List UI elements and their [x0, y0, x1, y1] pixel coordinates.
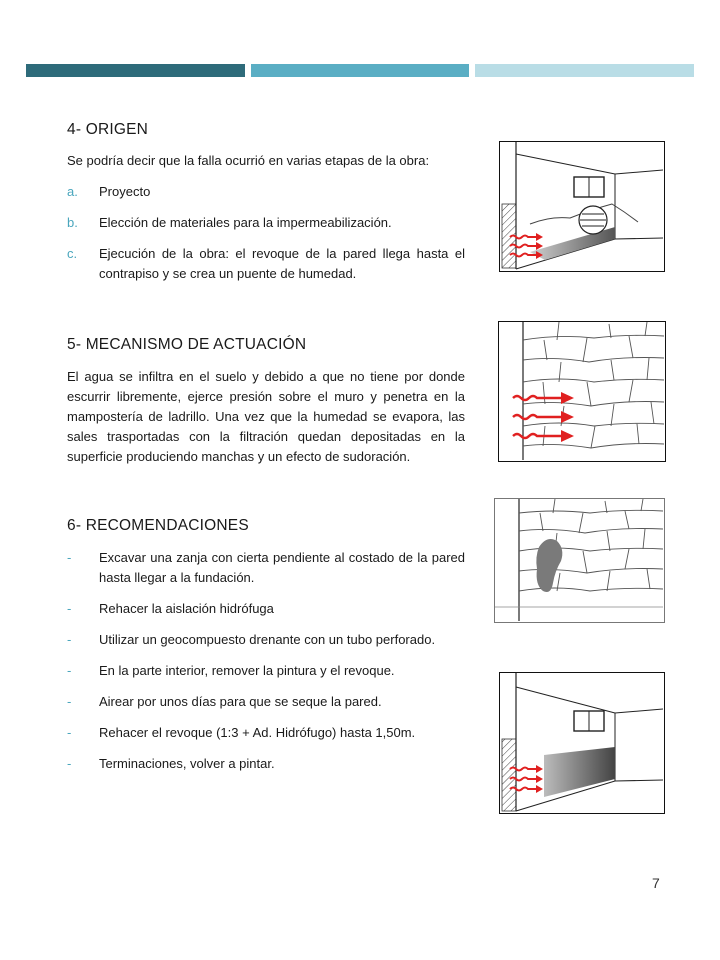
- list-marker: a.: [67, 184, 78, 199]
- list-item: [67, 661, 465, 681]
- list-item: [67, 630, 465, 650]
- list-item-text: Rehacer la aislación hidrófuga: [99, 601, 274, 616]
- list-marker: -: [67, 601, 72, 616]
- header-bar-light: [475, 64, 694, 77]
- recomendaciones-list: [67, 548, 465, 774]
- list-item: [67, 244, 465, 284]
- section-title-mecanismo: 5- MECANISMO DE ACTUACIÓN: [67, 336, 307, 353]
- list-item: [67, 213, 465, 233]
- list-marker: -: [67, 756, 72, 771]
- list-item: [67, 692, 465, 712]
- mecanismo-body: El agua se infiltra en el suelo y debido a que no tiene por donde escurrir libremente, ejerce presión sobre el muro y penetra en la mampostería de ladrillo. Una vez que la humedad se evapora, las sales trasportadas con la filtración quedan depositadas en la superficie produciendo manchas y un efecto de sudoración.: [67, 369, 465, 464]
- origen-intro: Se podría decir que la falla ocurrió en varias etapas de la obra:: [67, 153, 430, 168]
- list-item: [67, 548, 465, 588]
- list-marker: -: [67, 550, 72, 565]
- page-number: 7: [652, 875, 660, 891]
- list-item-text: Elección de materiales para la impermeabilización.: [99, 215, 392, 230]
- list-item-text: Excavar una zanja con cierta pendiente al costado de la pared hasta llegar a la fundación.: [99, 550, 465, 585]
- list-item-text: Airear por unos días para que se seque la pared.: [99, 694, 382, 709]
- section-recomendaciones: [67, 517, 465, 774]
- figure-humidity-bridge-drawing: [500, 142, 663, 270]
- list-item: [67, 754, 465, 774]
- list-item-text: Proyecto: [99, 184, 151, 199]
- figure-repaired-wall: [499, 672, 665, 814]
- header-bar-dark: [26, 64, 245, 77]
- figure-humidity-bridge: [499, 141, 665, 272]
- section-title-recomendaciones: 6- RECOMENDACIONES: [67, 517, 249, 534]
- list-marker: -: [67, 725, 72, 740]
- list-item-text: Ejecución de la obra: el revoque de la pared llega hasta el contrapiso y se crea un puente de humedad.: [99, 246, 465, 281]
- header-bar-mid: [251, 64, 469, 77]
- figure-masonry-stain: [494, 498, 665, 623]
- list-item: [67, 182, 465, 202]
- list-item-text: Terminaciones, volver a pintar.: [99, 756, 275, 771]
- section-mecanismo: [67, 336, 465, 467]
- list-marker: -: [67, 663, 72, 678]
- figure-masonry-stain-drawing: [495, 499, 663, 621]
- list-item: [67, 723, 465, 743]
- list-marker: c.: [67, 246, 78, 261]
- figure-repaired-wall-drawing: [500, 673, 663, 812]
- figure-masonry-infiltration-drawing: [499, 322, 664, 460]
- figure-masonry-infiltration: [498, 321, 666, 462]
- list-item-text: Rehacer el revoque (1:3 + Ad. Hidrófugo) hasta 1,50m.: [99, 725, 416, 740]
- list-item: [67, 599, 465, 619]
- list-marker: b.: [67, 215, 78, 230]
- list-marker: -: [67, 694, 72, 709]
- list-item-text: Utilizar un geocompuesto drenante con un tubo perforado.: [99, 632, 436, 647]
- section-origen: [67, 121, 465, 284]
- list-marker: -: [67, 632, 72, 647]
- section-title-origen: 4- ORIGEN: [67, 121, 149, 138]
- origen-list: [67, 182, 465, 284]
- list-item-text: En la parte interior, remover la pintura y el revoque.: [99, 663, 395, 678]
